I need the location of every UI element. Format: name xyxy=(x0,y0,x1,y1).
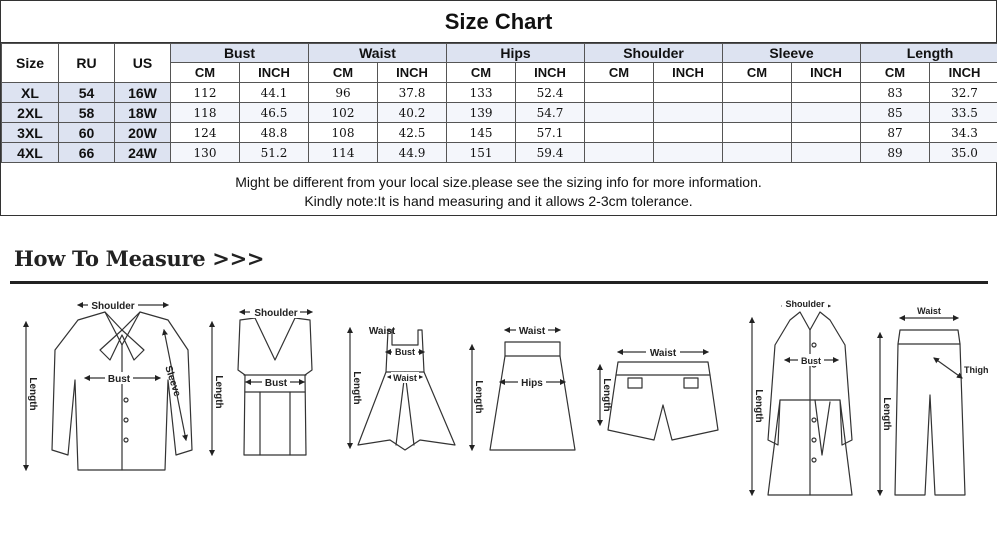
cell-waist-inch: 42.5 xyxy=(378,123,447,143)
label-waist: Waist xyxy=(393,373,417,383)
blouse-figure xyxy=(26,305,192,470)
label-hips: Hips xyxy=(521,378,543,389)
cell-waist-inch: 44.9 xyxy=(378,143,447,163)
table-row xyxy=(2,103,997,123)
cell-hips-inch: 54.7 xyxy=(516,103,585,123)
how-to-measure-title: How To Measure >>> xyxy=(14,246,265,271)
label-length: Length xyxy=(881,397,892,431)
cell-length-cm: 87 xyxy=(861,123,930,143)
cell-hips-inch: 57.1 xyxy=(516,123,585,143)
cell-sleeve-cm xyxy=(723,103,792,123)
size-chart-panel xyxy=(0,0,997,216)
cell-shoulder-inch xyxy=(654,103,723,123)
group-length: Length xyxy=(861,44,997,63)
cell-length-inch: 34.3 xyxy=(930,123,997,143)
cell-size: XL xyxy=(2,83,59,103)
cell-length-cm: 89 xyxy=(861,143,930,163)
label-shoulder: Shoulder xyxy=(91,301,135,312)
note-line-2: Kindly note:It is hand measuring and it allows 2-3cm tolerance. xyxy=(304,193,693,209)
label-length: Length xyxy=(27,377,38,411)
cell-size: 3XL xyxy=(2,123,59,143)
note-line-1: Might be different from your local size.please see the sizing info for more information. xyxy=(235,174,762,190)
cell-shoulder-inch xyxy=(654,83,723,103)
cell-shoulder-cm xyxy=(585,123,654,143)
cell-shoulder-cm xyxy=(585,83,654,103)
unit-inch: INCH xyxy=(792,63,861,83)
cell-bust-inch: 48.8 xyxy=(240,123,309,143)
cell-us: 18W xyxy=(115,103,171,123)
cell-us: 24W xyxy=(115,143,171,163)
group-sleeve: Sleeve xyxy=(723,44,861,63)
cell-shoulder-inch xyxy=(654,143,723,163)
cell-waist-inch: 40.2 xyxy=(378,103,447,123)
label-sleeve: Sleeve xyxy=(162,364,183,399)
cell-length-cm: 85 xyxy=(861,103,930,123)
size-table xyxy=(1,43,997,163)
label-length: Length xyxy=(601,378,612,412)
label-bust: Bust xyxy=(801,356,821,366)
cell-hips-inch: 59.4 xyxy=(516,143,585,163)
cell-waist-cm: 102 xyxy=(309,103,378,123)
group-bust: Bust xyxy=(171,44,309,63)
label-waist: Waist xyxy=(917,306,941,316)
chart-title: Size Chart xyxy=(1,1,996,43)
unit-inch: INCH xyxy=(654,63,723,83)
cell-waist-inch: 37.8 xyxy=(378,83,447,103)
unit-inch: INCH xyxy=(378,63,447,83)
unit-cm: CM xyxy=(309,63,378,83)
coat-figure xyxy=(752,306,852,495)
cell-shoulder-cm xyxy=(585,103,654,123)
cell-length-inch: 33.5 xyxy=(930,103,997,123)
cell-bust-inch: 44.1 xyxy=(240,83,309,103)
group-shoulder: Shoulder xyxy=(585,44,723,63)
unit-inch: INCH xyxy=(930,63,997,83)
label-bust: Bust xyxy=(264,378,288,389)
shorts-figure xyxy=(600,352,718,440)
label-waist: Waist xyxy=(518,326,546,337)
cell-bust-cm: 124 xyxy=(171,123,240,143)
label-length: Length xyxy=(753,389,764,423)
cell-length-inch: 32.7 xyxy=(930,83,997,103)
unit-inch: INCH xyxy=(516,63,585,83)
cell-ru: 66 xyxy=(59,143,115,163)
label-waist: Waist xyxy=(649,348,677,359)
unit-cm: CM xyxy=(861,63,930,83)
col-ru: RU xyxy=(59,44,115,83)
cell-size: 2XL xyxy=(2,103,59,123)
label-length: Length xyxy=(473,380,484,414)
cell-sleeve-cm xyxy=(723,83,792,103)
unit-cm: CM xyxy=(447,63,516,83)
cell-ru: 54 xyxy=(59,83,115,103)
cell-bust-cm: 118 xyxy=(171,103,240,123)
label-length: Length xyxy=(213,375,224,409)
cell-ru: 58 xyxy=(59,103,115,123)
sizing-notes xyxy=(1,166,996,216)
group-hips: Hips xyxy=(447,44,585,63)
measure-illustrations xyxy=(0,286,997,536)
cell-length-inch: 35.0 xyxy=(930,143,997,163)
label-length: Length xyxy=(351,371,362,405)
label-bust: Bust xyxy=(107,374,131,385)
cell-shoulder-cm xyxy=(585,143,654,163)
cell-waist-cm: 108 xyxy=(309,123,378,143)
cell-sleeve-cm xyxy=(723,123,792,143)
cell-bust-inch: 51.2 xyxy=(240,143,309,163)
unit-cm: CM xyxy=(171,63,240,83)
col-us: US xyxy=(115,44,171,83)
cell-hips-inch: 52.4 xyxy=(516,83,585,103)
cell-hips-cm: 133 xyxy=(447,83,516,103)
cell-hips-cm: 151 xyxy=(447,143,516,163)
label-bust: Bust xyxy=(395,347,415,357)
cell-size: 4XL xyxy=(2,143,59,163)
cell-shoulder-inch xyxy=(654,123,723,143)
divider xyxy=(10,281,988,284)
cell-us: 16W xyxy=(115,83,171,103)
cell-hips-cm: 145 xyxy=(447,123,516,143)
unit-inch: INCH xyxy=(240,63,309,83)
table-row xyxy=(2,83,997,103)
cell-sleeve-cm xyxy=(723,143,792,163)
group-waist: Waist xyxy=(309,44,447,63)
label-shoulder: Shoulder xyxy=(785,299,825,309)
unit-cm: CM xyxy=(723,63,792,83)
cell-waist-cm: 114 xyxy=(309,143,378,163)
table-row xyxy=(2,123,997,143)
cell-length-cm: 83 xyxy=(861,83,930,103)
col-size: Size xyxy=(2,44,59,83)
cell-bust-cm: 112 xyxy=(171,83,240,103)
cell-sleeve-inch xyxy=(792,123,861,143)
cell-ru: 60 xyxy=(59,123,115,143)
cell-sleeve-inch xyxy=(792,103,861,123)
unit-cm: CM xyxy=(585,63,654,83)
cell-sleeve-inch xyxy=(792,143,861,163)
cell-us: 20W xyxy=(115,123,171,143)
table-row xyxy=(2,143,997,163)
cell-bust-inch: 46.5 xyxy=(240,103,309,123)
cell-bust-cm: 130 xyxy=(171,143,240,163)
cell-hips-cm: 139 xyxy=(447,103,516,123)
label-thigh: Thigh xyxy=(964,365,989,375)
label-shoulder: Shoulder xyxy=(254,308,298,319)
skirt-figure xyxy=(472,330,575,450)
label-waist: Waist xyxy=(368,326,396,337)
cell-waist-cm: 96 xyxy=(309,83,378,103)
cell-sleeve-inch xyxy=(792,83,861,103)
